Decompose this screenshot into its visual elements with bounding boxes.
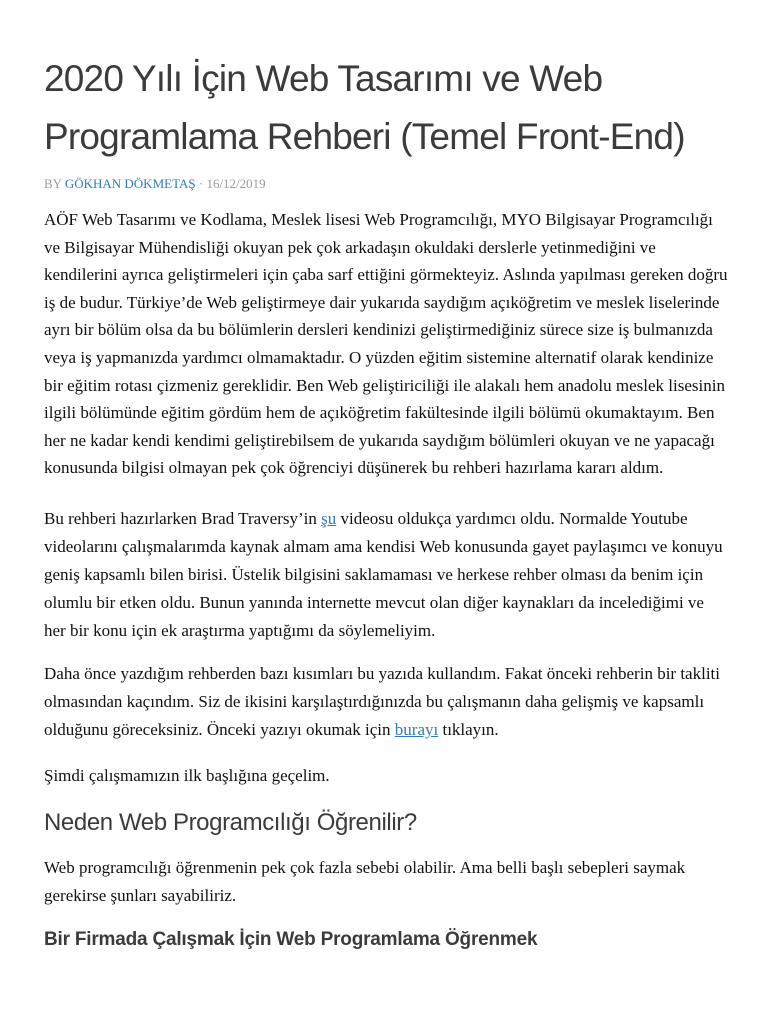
video-link[interactable]: şu	[321, 509, 337, 528]
meta-separator: ·	[198, 176, 204, 191]
author-link[interactable]: GÖKHAN DÖKMETAŞ	[64, 176, 196, 191]
paragraph-line: olmasından kaçındım. Siz de ikisini karşılaştırdığınızda bu çalışmanın daha gelişmiş ve kapsamlı	[44, 692, 705, 711]
paragraph-line: konusunda bilgisi olmayan pek çok öğrenciyi düşünerek bu rehberi hazırlama kararı aldım.	[44, 458, 664, 478]
paragraph-line: bir eğitim rotası çizmeniz gereklidir. Ben Web geliştiriciliği ile alakalı hem anadolu meslek lisesinin	[44, 375, 725, 395]
article-title	[44, 50, 734, 166]
paragraph-line: ve Bilgisayar Mühendisliği okuyan pek çok arkadaşın okuldaki derslerle yetinmediğini ve	[44, 237, 656, 257]
paragraph-line: iş de budur. Türkiye’de Web geliştirmeye dair yukarıda saydığım açıköğretim ve meslek liselerinde	[44, 292, 720, 312]
paragraph-line: Daha önce yazdığım rehberden bazı kısımları bu yazıda kullandım. Fakat önceki rehberin bir takliti	[44, 664, 720, 683]
paragraph-line: Web programcılığı öğrenmenin pek çok fazla sebebi olabilir. Ama belli başlı sebepleri saymak	[44, 858, 686, 877]
paragraph-line: her ne kadar kendi kendimi geliştirebilsem de yukarıda saydığım bölümleri okuyan ve ne yapacağı	[44, 430, 715, 450]
paragraph-text: Bu rehberi hazırlarken Brad Traversy’in	[44, 509, 322, 528]
paragraph-reasons	[44, 854, 734, 910]
paragraph-line: kendilerini ayrıca geliştirmeleri için çaba sarf ettiğini görmekteyiz. Aslında yapılması gereken doğru	[44, 265, 728, 285]
paragraph-line: AÖF Web Tasarımı ve Kodlama, Meslek lisesi Web Programcılığı, MYO Bilgisayar Programcılığı	[44, 210, 713, 229]
paragraph-line: videolarını çalışmalarımda kaynak almam ama kendisi Web konusunda gayet paylaşımcı ve konuyu	[44, 537, 723, 556]
paragraph-text: videosu oldukça yardımcı oldu. Normalde Youtube	[336, 509, 688, 528]
subsection-heading: Bir Firmada Çalışmak İçin Web Programlama Öğrenmek	[44, 929, 538, 950]
paragraph-text: olduğunu göreceksiniz. Önceki yazıyı okumak için	[44, 720, 395, 739]
by-label: BY	[44, 176, 62, 191]
paragraph-sources	[44, 505, 734, 645]
paragraph-line: gerekirse şunları sayabiliriz.	[44, 886, 237, 905]
paragraph-text: tıklayın.	[438, 720, 499, 739]
section-heading: Neden Web Programcılığı Öğrenilir?	[44, 809, 417, 836]
paragraph-previous-guide	[44, 660, 734, 744]
title-line-1: 2020 Yılı İçin Web Tasarımı ve Web	[44, 58, 603, 99]
title-line-2: Programlama Rehberi (Temel Front-End)	[44, 116, 685, 157]
paragraph-line: her bir konu için ek araştırma yaptığımı da söylemeliyim.	[44, 621, 436, 640]
paragraph-line: veya iş yapmanızda yardımcı olmamaktadır. O yüzden eğitim sistemine alternatif olarak kendinize	[44, 347, 714, 367]
article-meta	[44, 176, 266, 192]
paragraph-line: ilgili bölümünde eğitim gördüm hem de açıköğretim fakültesinde ilgili bölümü okumaktayım. Ben	[44, 403, 715, 423]
paragraph-line: olumlu bir etken oldu. Bunun yanında internette mevcut olan diğer kaynakları da incelediğimi ve	[44, 593, 704, 612]
paragraph-intro	[44, 206, 734, 482]
publish-date: 16/12/2019	[206, 176, 266, 191]
paragraph-transition: Şimdi çalışmamızın ilk başlığına geçelim.	[44, 766, 330, 785]
paragraph-line: ayrı bir bölüm olsa da bu bölümlerin dersleri kendinizi geliştirmediğiniz sürece size iş bulmanızda	[44, 320, 713, 340]
previous-guide-link[interactable]: burayı	[394, 720, 439, 739]
paragraph-line: geniş kapsamlı bilen birisi. Üstelik bilgisini saklamaması ve herkese rehber olması da benim için	[44, 565, 704, 584]
